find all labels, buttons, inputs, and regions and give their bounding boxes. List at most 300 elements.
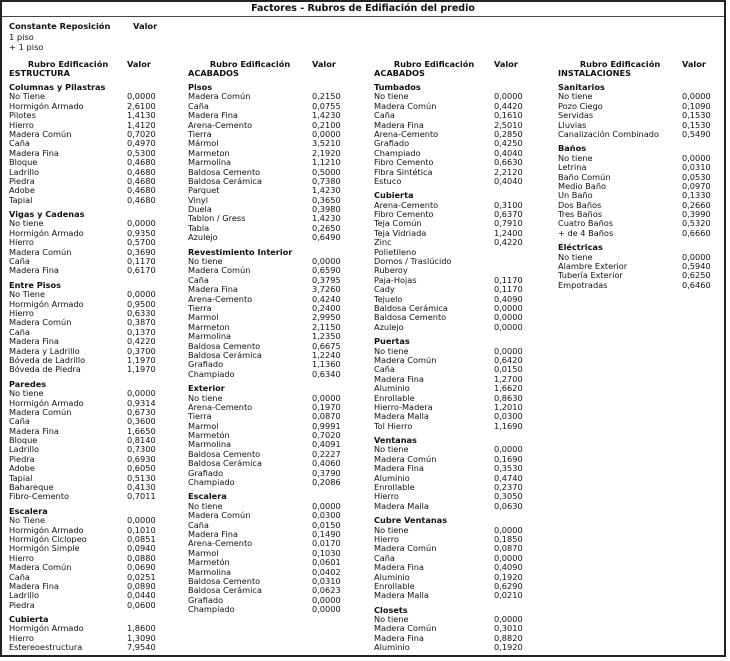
table-row [9,492,167,501]
row-label: Caña [9,417,30,427]
table-row [558,130,722,139]
row-value: 0,0870 [312,411,341,422]
row-value: 0,0310 [312,575,341,586]
row-label: Servidas [558,111,594,121]
row-label: + de 4 Baños [558,228,614,238]
row-value: 0,6930 [127,453,156,464]
row-value: 0,4220 [127,336,156,347]
row-label: Alambre Exterior [558,262,628,272]
row-label: Adobe [9,186,35,196]
row-label: Hierro [9,120,34,130]
table-row [188,233,352,242]
row-value: 0,2100 [312,119,341,130]
row-value: 0,3600 [127,416,156,427]
column-header [558,60,722,78]
row-label: Bloque [9,158,38,168]
row-label: Madera Común [374,355,437,365]
row-value: 0,1850 [494,533,523,544]
row-value: 0,0000 [312,392,341,403]
row-value: 0,9314 [127,397,156,408]
row-value: 0,9350 [127,227,156,238]
row-label: Tejuelo [374,294,403,304]
column-header-label: Rubro Edificación [579,59,661,69]
row-value: 1,1970 [127,354,156,365]
row-value: 0,0623 [312,585,341,596]
row-label: Baldosa Cerámica [188,586,262,596]
row-value: 0,2850 [494,128,523,139]
row-label: Madera Común [9,407,72,417]
constant-row: 1 piso [9,31,34,42]
row-value: 0,6660 [682,227,711,238]
row-value: 0,1090 [682,100,711,111]
row-label: Caña [9,139,30,149]
row-value: 0,6250 [682,270,711,281]
row-value: 0,4040 [494,147,523,158]
page-title: Factores - Rubros de Edifiación del predio [2,2,724,17]
table-row [9,196,167,205]
row-label: Polietileno [374,247,417,257]
row-label: Piedra [9,600,35,610]
row-value: 0,6490 [312,232,341,243]
row-label: Champiado [374,148,421,158]
row-value: 0,0000 [127,91,156,102]
row-value: 0,5700 [127,237,156,248]
row-value: 1,4230 [312,213,341,224]
row-label: Baldosa Cemento [188,449,261,459]
row-value: 0,0251 [127,571,156,582]
row-value: 0,2150 [312,91,341,102]
row-label: Pozo Ciego [558,101,603,111]
row-value: 0,5130 [127,472,156,483]
section [9,380,167,502]
row-label: No Tiene [9,516,46,526]
section [374,83,534,186]
row-label: Azulejo [374,322,404,332]
row-label: Tierra [188,412,212,422]
row-value: 3,5210 [312,138,341,149]
row-value: 0,5490 [682,128,711,139]
row-value: 0,6630 [494,157,523,168]
column-header-value: Valor [127,59,151,69]
row-value: 0,4420 [494,100,523,111]
row-value: 0,0000 [494,302,523,313]
row-value: 0,4091 [312,439,341,450]
row-value: 0,0000 [494,91,523,102]
row-value: 1,1210 [312,157,341,168]
row-value: 0,6330 [127,307,156,318]
row-label: Aluminio [374,643,410,653]
row-label: Madera Fina [374,120,424,130]
row-label: Enrollable [374,483,415,493]
row-value: 0,0150 [494,364,523,375]
row-label: Marmolina [188,567,232,577]
row-label: Hormigón Armado [9,525,84,535]
row-label: Madera Fina [188,529,238,539]
section [188,83,352,243]
row-label: Marmol [188,313,219,323]
table-row [9,643,167,652]
row-label: Cady [374,285,395,295]
row-value: 0,2227 [312,448,341,459]
row-value: 2,6100 [127,100,156,111]
row-label: Madera Común [374,101,437,111]
row-value: 1,4230 [312,110,341,121]
row-label: Letrina [558,163,587,173]
row-label: Fibro Cemento [374,210,434,220]
row-value: 0,4040 [494,175,523,186]
column-acabados-2 [374,60,534,653]
row-value: 0,7910 [494,218,523,229]
row-label: No tiene [9,389,44,399]
section-title: Tumbados [374,82,421,92]
row-label: Zinc [374,238,392,248]
column-subheader: ACABADOS [188,68,239,78]
row-label: Hormigón Ciclopeo [9,534,87,544]
row-label: Parquet [188,186,220,196]
row-label: Madera Fina [374,563,424,573]
row-value: 0,0530 [682,171,711,182]
row-label: Hormigón Armado [9,299,84,309]
row-value: 1,6620 [494,383,523,394]
row-label: No tiene [558,252,593,262]
row-value: 0,0000 [682,251,711,262]
row-label: Madera Común [188,511,251,521]
row-label: Madera Fina [374,374,424,384]
table-row [9,365,167,374]
section-title: Puertas [374,336,410,347]
row-label: Madera Común [188,266,251,276]
row-value: 0,0000 [312,500,341,511]
section [9,507,167,610]
section-title: Cubierta [9,614,49,625]
row-label: Grafiado [374,139,410,149]
column-header-label: Rubro Edificación [27,59,109,69]
row-label: Estuco [374,176,402,186]
row-value: 0,0870 [494,543,523,554]
row-value: 0,1330 [682,190,711,201]
section [558,243,722,290]
row-label: Baldosa Cerámica [188,459,262,469]
section-title: Eléctricas [558,242,603,253]
row-label: Hierro [374,534,399,544]
row-value: 0,0300 [312,510,341,521]
row-label: Madera Malla [374,501,429,511]
section [374,337,534,431]
row-value: 0,0000 [312,256,341,267]
row-label: Grafiado [188,468,224,478]
row-label: Bloque [9,436,38,446]
row-value: 0,0890 [127,580,156,591]
row-value: 1,3090 [127,632,156,643]
row-label: Marmol [188,421,219,431]
section-title: Vigas y Cadenas [9,209,85,220]
row-value: 0,0000 [312,594,341,605]
row-value: 0,4060 [312,458,341,469]
row-label: Fibro Cemento [374,158,434,168]
row-label: Champiado [188,369,235,379]
row-label: Arena-Cemento [188,539,253,549]
section-title: Exterior [188,383,225,394]
row-label: Hierro-Madera [374,402,433,412]
row-label: No tiene [558,92,593,102]
row-value: 1,6650 [127,425,156,436]
row-label: Marmol [188,548,219,558]
column-subheader: ESTRUCTURA [9,68,70,78]
row-label: Marmeton [188,322,230,332]
row-label: No tiene [558,153,593,163]
column-header [188,60,352,78]
row-value: 1,4130 [127,110,156,121]
row-label: Medio Baño [558,181,607,191]
row-label: Canalización Combinado [558,129,659,139]
row-label: Champiado [188,605,235,615]
row-value: 7,9540 [127,642,156,653]
row-value: 0,7011 [127,491,156,502]
section [374,516,534,601]
row-label: No tiene [188,501,223,511]
row-value: 0,4680 [127,185,156,196]
row-label: Tres Baños [558,210,602,220]
row-value: 0,0000 [494,524,523,535]
row-label: Tablon / Gress [188,214,246,224]
row-value: 0,9991 [312,420,341,431]
row-value: 0,5320 [682,218,711,229]
row-value: 0,1010 [127,524,156,535]
row-value: 0,0000 [682,152,711,163]
row-value: 0,4250 [494,138,523,149]
row-label: Madera Común [188,92,251,102]
row-label: Ladrillo [9,167,39,177]
row-value: 0,4240 [312,293,341,304]
row-label: Un Baño [558,191,593,201]
row-value: 0,6675 [312,340,341,351]
row-value: 0,2400 [312,302,341,313]
row-value: 0,1170 [494,284,523,295]
row-value: 0,0000 [494,444,523,455]
row-label: Ladrillo [9,591,39,601]
row-label: Marmolina [188,158,232,168]
section [188,384,352,487]
row-label: Hormigón Armado [9,624,84,634]
column-acabados-1 [188,60,352,614]
row-label: Tol Hierro [374,421,413,431]
section [9,615,167,653]
row-value: 0,6590 [312,265,341,276]
row-label: Tapial [9,195,33,205]
section [9,281,167,375]
constant-row: + 1 piso [9,42,44,52]
row-value: 0,0940 [127,543,156,554]
row-label: Bóveda de Ladrillo [9,355,86,365]
row-label: Marmetón [188,431,230,441]
row-label: Marmolina [188,440,232,450]
row-value: 0,9500 [127,298,156,309]
row-value: 0,2650 [312,222,341,233]
row-value: 1,2010 [494,401,523,412]
row-value: 0,0000 [312,604,341,615]
row-label: Caña [9,327,30,337]
row-label: Marmeton [188,148,230,158]
row-value: 2,5010 [494,119,523,130]
row-value: 0,1920 [494,571,523,582]
section-title: Cubierta [374,190,414,201]
section [9,83,167,205]
row-label: Madera Común [9,247,72,257]
row-label: Hierro [9,308,34,318]
row-value: 0,0880 [127,552,156,563]
row-value: 0,4740 [494,472,523,483]
row-label: Arena-Cemento [188,402,253,412]
table-row [188,605,352,614]
row-value: 0,0440 [127,590,156,601]
row-label: Madera Común [9,563,72,573]
row-value: 1,4120 [127,119,156,130]
table-row [374,422,534,431]
row-label: Adobe [9,464,35,474]
row-label: Bahareque [9,483,54,493]
row-label: Aluminio [374,384,410,394]
row-label: Tabla [188,223,210,233]
row-label: Champiado [188,478,235,488]
row-value: 1,2400 [494,227,523,238]
row-label: Madera Malla [374,412,429,422]
row-value: 1,2240 [312,349,341,360]
section-title: Baños [558,143,587,154]
row-label: Grafiado [188,595,224,605]
row-value: 0,6730 [127,406,156,417]
row-value: 0,0000 [494,312,523,323]
column-header [9,60,167,78]
row-label: Arena-Cemento [188,120,253,130]
row-value: 0,2086 [312,477,341,488]
row-value: 0,0000 [494,552,523,563]
row-value: 2,9950 [312,312,341,323]
row-value: 1,1970 [127,364,156,375]
row-value: 0,0170 [312,538,341,549]
row-label: Madera Fina [9,337,59,347]
row-value: 0,0210 [494,590,523,601]
row-value: 0,0000 [682,91,711,102]
row-label: No tiene [9,219,44,229]
table-row [9,266,167,275]
section [188,492,352,614]
row-label: Madera Común [374,624,437,634]
row-label: Tapial [9,473,33,483]
column-estructura [9,60,167,653]
row-value: 2,1920 [312,147,341,158]
row-value: 0,4220 [494,237,523,248]
row-value: 0,3530 [494,463,523,474]
row-value: 1,1360 [312,359,341,370]
column-header-value: Valor [682,59,706,69]
row-label: Fibra Sintética [374,167,433,177]
row-value: 0,8630 [494,392,523,403]
row-value: 0,1030 [312,547,341,558]
row-value: 0,1170 [494,274,523,285]
row-value: 0,4090 [494,562,523,573]
row-value: 2,2120 [494,166,523,177]
row-label: Bóveda de Piedra [9,365,81,375]
row-value: 0,0630 [494,500,523,511]
row-label: No tiene [374,615,409,625]
row-value: 0,3010 [494,623,523,634]
row-value: 0,8140 [127,435,156,446]
row-label: Madera y Ladrillo [9,346,80,356]
table-row [374,502,534,511]
row-value: 0,6170 [127,265,156,276]
row-label: Madera Común [374,454,437,464]
row-value: 0,6340 [312,368,341,379]
section [558,83,722,139]
row-value: 1,1690 [494,420,523,431]
row-value: 0,0000 [127,289,156,300]
row-label: Hormigón Armado [9,101,84,111]
row-value: 0,0690 [127,562,156,573]
row-value: 0,5300 [127,147,156,158]
row-value: 0,1690 [494,453,523,464]
table-row [374,323,534,332]
row-value: 0,6290 [494,580,523,591]
constant-header-value: Valor [133,21,158,31]
section [188,248,352,379]
row-value: 0,1530 [682,110,711,121]
row-label: Arena-Cemento [374,129,439,139]
section-title: Entre Pisos [9,279,61,290]
row-label: Marmetón [188,558,230,568]
row-label: Vinyl [188,195,209,205]
row-label: Arena-Cemento [374,200,439,210]
row-label: Baldosa Cemento [188,341,261,351]
row-label: Dos Baños [558,200,602,210]
row-label: Hormigón Simple [9,544,80,554]
row-value [494,248,534,257]
row-label: Paja-Hojas [374,275,417,285]
table-row [374,248,534,257]
row-value: 0,0150 [312,519,341,530]
row-value: 0,6420 [494,354,523,365]
row-value: 0,0851 [127,533,156,544]
section [374,191,534,332]
row-label: Arena-Cemento [188,294,253,304]
row-value: 0,0601 [312,557,341,568]
row-value: 0,3100 [494,199,523,210]
row-value: 0,0000 [494,345,523,356]
row-label: Tierra [188,303,212,313]
row-value: 1,2700 [494,373,523,384]
row-label: No tiene [188,257,223,267]
row-value: 0,0000 [494,321,523,332]
row-label: Caña [188,275,209,285]
section [558,144,722,238]
row-label: Estereoestructura [9,643,83,653]
row-value [494,257,534,266]
column-subheader: INSTALACIONES [558,68,631,78]
row-label: Tierra [188,129,212,139]
row-label: Hierro [9,633,34,643]
row-label: Madera Fina [9,266,59,276]
row-label: Enrollable [374,581,415,591]
row-label: Teja Común [374,219,422,229]
row-label: Aluminio [374,572,410,582]
column-header-label: Rubro Edificación [209,59,291,69]
row-value: 1,4230 [312,185,341,196]
row-label: No Tiene [9,92,46,102]
row-value: 0,1530 [682,119,711,130]
section-title: Closets [374,604,408,615]
row-value: 0,4680 [127,157,156,168]
row-value: 0,3050 [494,491,523,502]
row-value: 2,1150 [312,321,341,332]
